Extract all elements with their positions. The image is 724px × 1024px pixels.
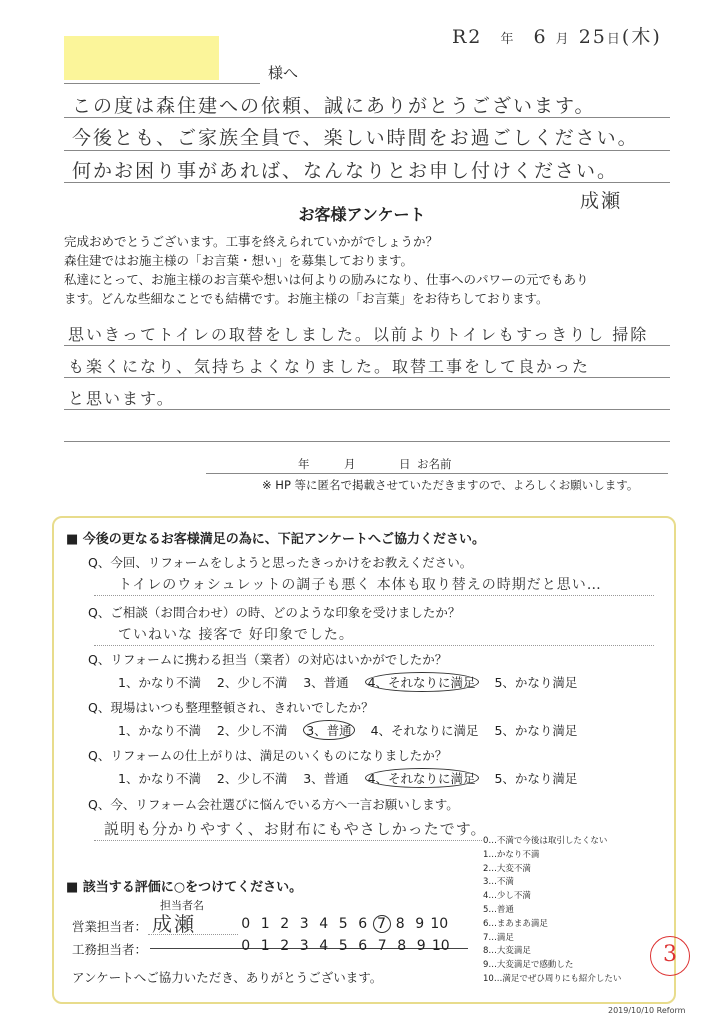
works-score-7[interactable]: 7 <box>377 938 387 954</box>
date-day: 25 <box>578 26 607 48</box>
legend-6: 6…まあまあ満足 <box>483 918 548 929</box>
intro-line-2: 森住建ではお施主様の「お言葉・想い」を募集しております。 <box>64 253 414 268</box>
date-weekday: (木) <box>621 26 662 48</box>
message-line-1: この度は森住建への依頼、誠にありがとうございます。 <box>72 95 596 117</box>
legend-8: 8…大変満足 <box>483 946 531 957</box>
question-4: Q、現場はいつも整理整頓され、きれいでしたか？ <box>88 700 374 715</box>
intro-line-1: 完成おめでとうございます。工事を終えられていかがでしょうか？ <box>64 234 439 249</box>
sales-score-1[interactable]: 1 <box>260 916 270 932</box>
date-year-label: 年 <box>500 32 516 47</box>
comment-line-1: 思いきってトイレの取替をしました。以前よりトイレもすっきりし 掃除 <box>68 325 649 344</box>
answer-6: 説明も分かりやすく、お財布にもやさしかったです。 <box>104 820 487 838</box>
q4-option-3-selected[interactable]: 3、普通 <box>303 720 354 740</box>
sign-year-label: 年 <box>298 457 310 471</box>
works-score-5[interactable]: 5 <box>338 938 348 954</box>
legend-9: 9…大変満足で感動した <box>483 960 574 971</box>
sign-name-label: お名前 <box>417 457 452 471</box>
works-score-1[interactable]: 1 <box>260 938 270 954</box>
answer-1: トイレのウォシュレットの調子も悪く 本体も取り替えの時期だと思い… <box>118 577 602 593</box>
sales-score-2[interactable]: 2 <box>280 916 290 932</box>
q4-option-2: 2、少し不満 <box>216 723 288 738</box>
q5-option-3: 3、普通 <box>303 771 349 786</box>
sales-score-4[interactable]: 4 <box>319 916 329 932</box>
thanks-text: アンケートへご協力いただき、ありがとうございます。 <box>72 970 383 985</box>
sales-score-7-selected[interactable]: 7 <box>373 915 391 933</box>
comment-rule-1 <box>64 345 670 346</box>
date-line <box>452 22 662 49</box>
question-6: Q、今、リフォーム会社選びに悩んでいる方へ一言お願いします。 <box>88 797 459 812</box>
message-signature: 成瀬 <box>580 190 623 212</box>
works-score-2[interactable]: 2 <box>280 938 290 954</box>
legend-4: 4…少し不満 <box>483 891 531 902</box>
date-month: 6 <box>533 26 548 48</box>
sales-label: 営業担当者： <box>72 919 148 934</box>
version-text: 2019/10/10 Reform <box>608 1006 686 1015</box>
works-score-3[interactable]: 3 <box>299 938 309 954</box>
legend-1: 1…かなり不満 <box>483 849 540 860</box>
legend-0: 0…不満で今後は取引したくない <box>483 836 608 846</box>
message-line-3: 何かお困り事があれば、なんなりとお申し付けください。 <box>72 160 619 182</box>
question-3: Q、リフォームに携わる担当（業者）の対応はいかがでしたか？ <box>88 652 448 667</box>
q4-option-1: 1、かなり不満 <box>118 723 201 738</box>
q4-options <box>118 720 577 740</box>
works-score-0[interactable]: 0 <box>241 938 251 954</box>
questionnaire-heading: ■ 今後の更なるお客様満足の為に、下記アンケートへご協力ください。 <box>66 532 486 547</box>
rating-heading: ■ 該当する評価に○をつけてください。 <box>66 880 303 895</box>
customer-name-redaction <box>64 36 219 80</box>
survey-intro <box>64 232 589 308</box>
legend-3: 3…不満 <box>483 877 514 888</box>
signature-underline <box>206 473 668 474</box>
date-month-label: 月 <box>555 32 571 47</box>
comment-rule-4 <box>64 441 670 442</box>
q3-option-5: 5、かなり満足 <box>494 675 578 690</box>
message-rule-2 <box>64 150 670 151</box>
sales-score-9[interactable]: 9 <box>415 916 425 932</box>
comment-line-3: と思います。 <box>68 389 175 408</box>
intro-line-3: 私達にとって、お施主様のお言葉や想いは何よりの励みになり、仕事へのパワーの元でもあり <box>64 272 589 287</box>
sales-score-0[interactable]: 0 <box>241 916 251 932</box>
works-score-8[interactable]: 8 <box>397 938 407 954</box>
red-circle-mark: 3 <box>650 936 690 976</box>
q3-option-4-selected[interactable]: 4、それなりに満足 <box>365 672 479 692</box>
q4-option-5: 5、かなり満足 <box>494 723 578 738</box>
works-score-6[interactable]: 6 <box>358 938 368 954</box>
q5-option-5: 5、かなり満足 <box>494 771 578 786</box>
sales-score-8[interactable]: 8 <box>395 916 405 932</box>
sales-score-6[interactable]: 6 <box>358 916 368 932</box>
q3-options <box>118 672 577 692</box>
recipient-suffix: 様へ <box>268 64 299 82</box>
answer-6-line <box>94 840 482 841</box>
hp-notice: ※ HP 等に匿名で掲載させていただきますので、よろしくお願いします。 <box>262 478 639 492</box>
date-day-label: 日 <box>606 32 622 47</box>
sales-score-5[interactable]: 5 <box>338 916 348 932</box>
question-1: Q、今回、リフォームをしようと思ったきっかけをお教えください。 <box>88 555 473 570</box>
sign-month-label: 月 <box>344 457 356 471</box>
comment-rule-2 <box>64 377 670 378</box>
works-scale <box>236 938 451 954</box>
sign-day-label: 日 <box>399 457 411 471</box>
comment-line-2: も楽くになり、気持ちよくなりました。取替工事をして良かった <box>68 357 591 376</box>
comment-rule-3 <box>64 409 670 410</box>
works-score-9[interactable]: 9 <box>416 938 426 954</box>
date-era: R2 <box>452 26 483 48</box>
answer-2: ていねいな 接客で 好印象でした。 <box>118 627 354 643</box>
q5-option-2: 2、少し不満 <box>216 771 288 786</box>
legend-7: 7…満足 <box>483 932 514 943</box>
q3-option-1: 1、かなり不満 <box>118 675 201 690</box>
q5-options <box>118 768 577 788</box>
q5-option-1: 1、かなり不満 <box>118 771 201 786</box>
works-score-4[interactable]: 4 <box>319 938 329 954</box>
sales-name-line <box>148 934 238 935</box>
rating-legend <box>483 835 621 987</box>
staff-name-label: 担当者名 <box>160 899 204 912</box>
q3-option-2: 2、少し不満 <box>216 675 288 690</box>
recipient-underline <box>64 83 260 84</box>
works-label: 工務担当者： <box>72 942 148 957</box>
question-2: Q、ご相談（お問合わせ）の時、どのような印象を受けましたか？ <box>88 605 461 620</box>
message-line-2: 今後とも、ご家族全員で、楽しい時間をお過ごしください。 <box>72 127 639 149</box>
works-score-10[interactable]: 10 <box>431 938 450 954</box>
q5-option-4-selected[interactable]: 4、それなりに満足 <box>365 768 479 788</box>
q4-option-4: 4、それなりに満足 <box>370 723 479 738</box>
answer-2-line <box>94 645 654 646</box>
sales-score-10[interactable]: 10 <box>430 916 449 932</box>
answer-1-line <box>94 595 654 596</box>
survey-title: お客様アンケート <box>298 205 426 224</box>
sales-scale <box>236 915 449 933</box>
q3-option-3: 3、普通 <box>303 675 349 690</box>
sales-name: 成瀬 <box>152 912 196 936</box>
legend-2: 2…大変不満 <box>483 863 531 874</box>
intro-line-4: ます。どんな些細なことでも結構です。お施主様の「お言葉」をお待ちしております。 <box>64 291 549 306</box>
legend-10: 10…満足でぜひ周りにも紹介したい <box>483 973 622 984</box>
question-5: Q、リフォームの仕上がりは、満足のいくものになりましたか？ <box>88 748 448 763</box>
sales-score-3[interactable]: 3 <box>299 916 309 932</box>
legend-5: 5…普通 <box>483 904 514 915</box>
